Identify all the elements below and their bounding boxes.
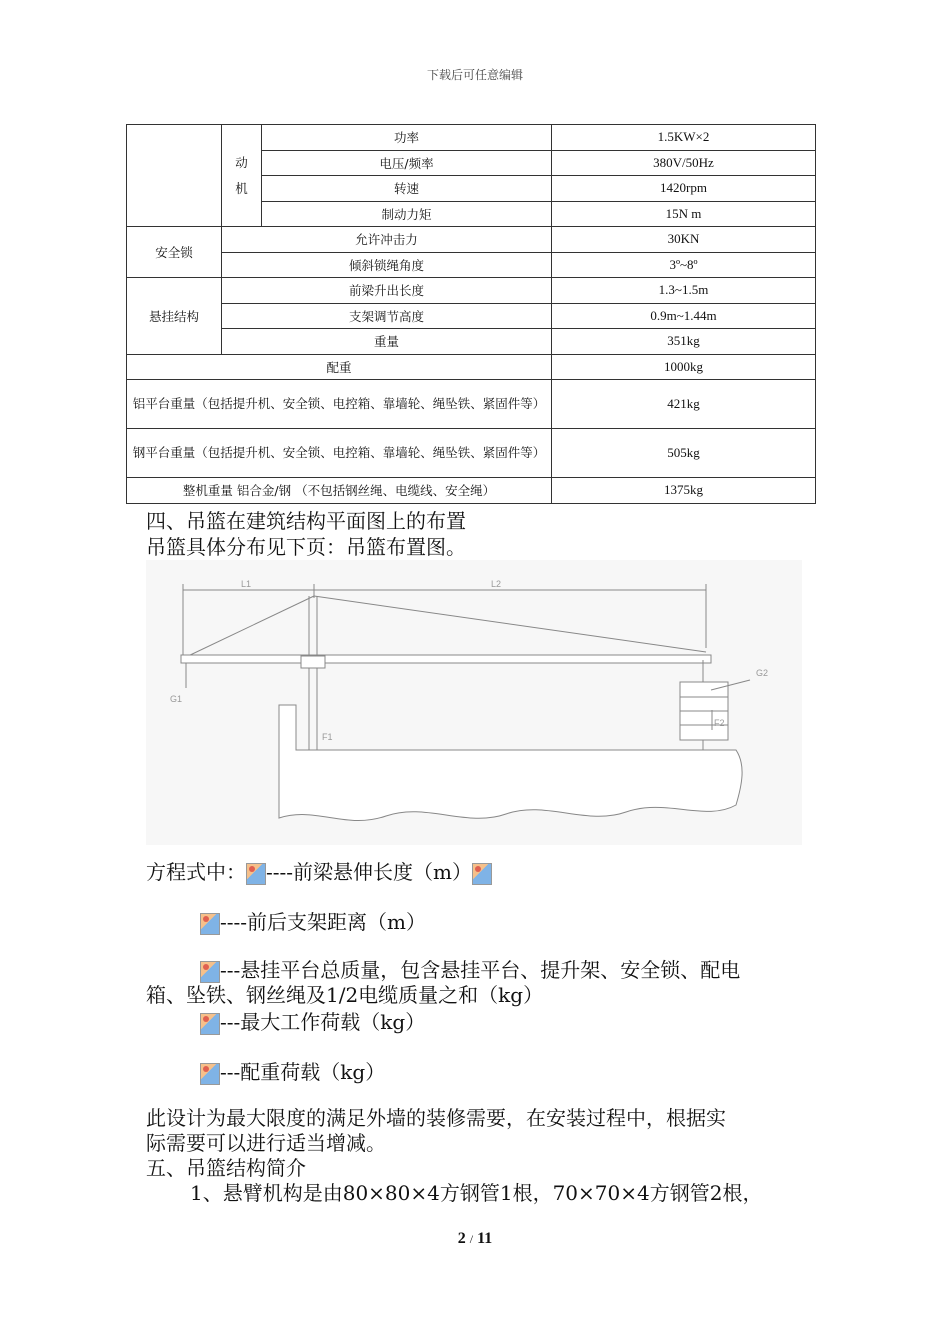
table-row (127, 227, 816, 253)
section5-text: 1、悬臂机构是由80×80×4方钢管1根，70×70×4方钢管2根， (190, 1181, 763, 1205)
page-separator: / (469, 1232, 474, 1246)
table-cell: 505kg (552, 429, 816, 478)
table-row (127, 125, 816, 151)
formula-item: ---最大工作荷载（kg） (220, 1010, 426, 1034)
table-cell: 1420rpm (552, 176, 816, 202)
conclusion-line-2: 际需要可以进行适当增减。 (146, 1131, 386, 1155)
table-cell: 整机重量 铝合金/钢 （不包括钢丝绳、电缆线、安全绳） (127, 478, 552, 504)
table-cell: 倾斜锁绳角度 (222, 252, 552, 278)
formula-line-3-cont: 箱、坠铁、钢丝绳及1/2电缆质量之和（kg） (146, 983, 544, 1007)
table-cell: 351kg (552, 329, 816, 355)
table-cell: 支架调节高度 (222, 303, 552, 329)
formula-symbol-image-icon (200, 1013, 220, 1035)
label-l1: L1 (241, 579, 252, 589)
formula-item: ---悬挂平台总质量，包含悬挂平台、提升架、安全锁、配电 (220, 958, 741, 982)
table-cell: 允许冲击力 (222, 227, 552, 253)
label-f2: F2 (714, 718, 725, 728)
table-cell: 转速 (262, 176, 552, 202)
table-cell: 3º~8º (552, 252, 816, 278)
table-row (127, 354, 816, 380)
table-cell: 380V/50Hz (552, 150, 816, 176)
section5-title: 五、吊篮结构简介 (146, 1156, 306, 1180)
table-cell (127, 125, 222, 227)
label-l2: L2 (491, 579, 502, 589)
section4-text: 吊篮具体分布见下页：吊篮布置图。 (146, 535, 466, 559)
table-cell: 铝平台重量（包括提升机、安全锁、电控箱、靠墙轮、绳坠铁、紧固件等） (127, 380, 552, 429)
table-cell: 配重 (127, 354, 552, 380)
susp-group-label: 悬挂结构 (127, 278, 222, 355)
motor-group-label: 动机 (222, 125, 262, 227)
formula-symbol-image-icon (472, 863, 492, 885)
table-cell: 重量 (222, 329, 552, 355)
page-number (0, 1230, 950, 1248)
section4-title: 四、吊篮在建筑结构平面图上的布置 (146, 509, 466, 533)
formula-symbol-image-icon (200, 913, 220, 935)
table-cell: 功率 (262, 125, 552, 151)
table-cell: 1000kg (552, 354, 816, 380)
table-cell: 电压/频率 (262, 150, 552, 176)
table-cell: 15N m (552, 201, 816, 227)
page-header: 下载后可任意编辑 (426, 68, 523, 82)
table-cell: 30KN (552, 227, 816, 253)
table-row (127, 478, 816, 504)
conclusion-line-1: 此设计为最大限度的满足外墙的装修需要，在安装过程中，根据实 (146, 1106, 726, 1130)
label-g2: G2 (756, 668, 769, 678)
table-row (127, 380, 816, 429)
formula-intro: 方程式中： (146, 860, 246, 884)
formula-symbol-image-icon (200, 961, 220, 983)
label-g1: G1 (170, 694, 183, 704)
formula-line-5 (200, 1060, 385, 1085)
table-row (127, 329, 816, 355)
formula-line-2 (200, 910, 426, 935)
lock-group-label: 安全锁 (127, 227, 222, 278)
page-current: 2 (457, 1230, 466, 1247)
label-f1: F1 (322, 732, 333, 742)
formula-symbol-image-icon (246, 863, 266, 885)
table-row (127, 278, 816, 304)
table-cell: 1375kg (552, 478, 816, 504)
spec-table (126, 124, 816, 504)
table-cell: 1.3~1.5m (552, 278, 816, 304)
formula-item: ----前梁悬伸长度（m） (266, 860, 472, 884)
table-cell: 421kg (552, 380, 816, 429)
table-row (127, 303, 816, 329)
page-total: 11 (477, 1230, 493, 1247)
table-cell: 钢平台重量（包括提升机、安全锁、电控箱、靠墙轮、绳坠铁、紧固件等） (127, 429, 552, 478)
table-cell: 制动力矩 (262, 201, 552, 227)
table-cell: 前梁升出长度 (222, 278, 552, 304)
formula-line-3 (200, 958, 740, 983)
formula-line-1 (146, 860, 492, 885)
formula-symbol-image-icon (200, 1063, 220, 1085)
formula-line-4 (200, 1010, 425, 1035)
table-cell: 0.9m~1.44m (552, 303, 816, 329)
formula-item: ----前后支架距离（m） (220, 910, 426, 934)
table-cell: 1.5KW×2 (552, 125, 816, 151)
formula-item: ---配重荷载（kg） (220, 1060, 386, 1084)
gondola-diagram (146, 560, 802, 845)
table-row (127, 429, 816, 478)
table-row (127, 252, 816, 278)
